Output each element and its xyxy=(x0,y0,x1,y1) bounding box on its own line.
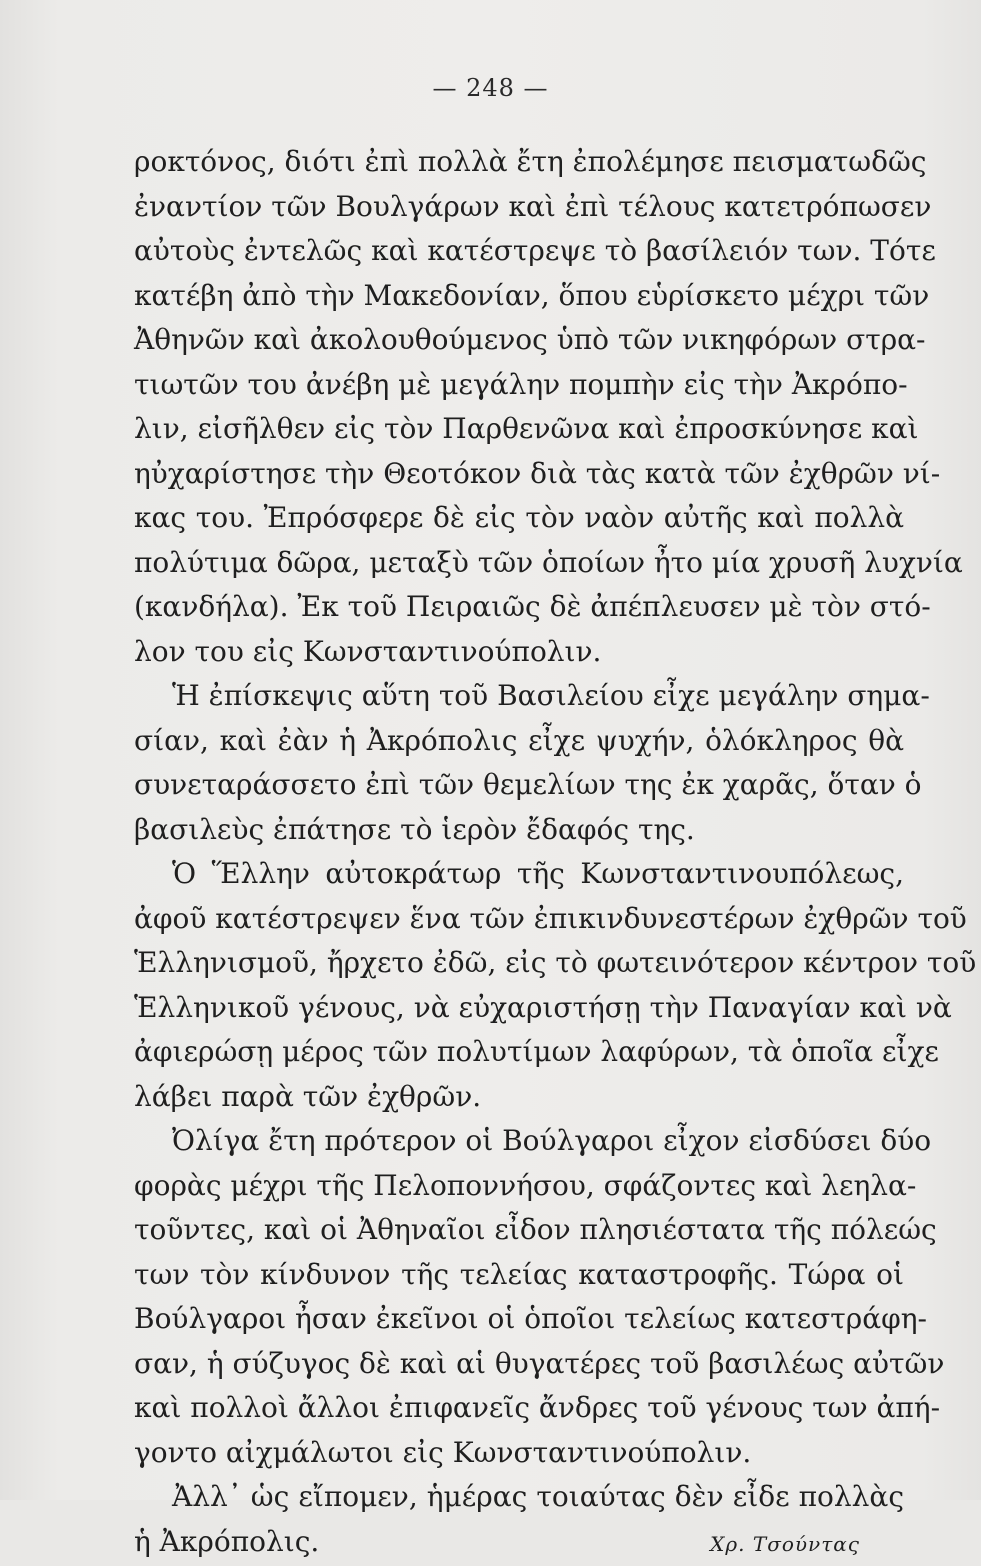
text-line: λάβει παρὰ τῶν ἐχθρῶν. xyxy=(134,1075,904,1120)
text-line: τιωτῶν του ἀνέβη μὲ μεγάλην πομπὴν εἰς τὴν Ἀκρόπο- xyxy=(134,363,904,408)
text-line: σίαν, καὶ ἐὰν ἡ Ἀκρόπολις εἶχε ψυχήν, ὁλόκληρος θὰ xyxy=(134,719,904,764)
text-line: κας του. Ἐπρόσφερε δὲ εἰς τὸν ναὸν αὐτῆς καὶ πολλὰ xyxy=(134,496,904,541)
text-line: ροκτόνος, διότι ἐπὶ πολλὰ ἔτη ἐπολέμησε πεισματωδῶς xyxy=(134,140,904,185)
text-line: πολύτιμα δῶρα, μεταξὺ τῶν ὁποίων ἦτο μία χρυσῆ λυχνία xyxy=(134,541,904,586)
author-signature: Χρ. Τσούντας xyxy=(710,1522,904,1566)
text-line: βασιλεὺς ἐπάτησε τὸ ἱερὸν ἔδαφός της. xyxy=(134,808,904,853)
text-line: συνεταράσσετο ἐπὶ τῶν θεμελίων της ἐκ χαρᾶς, ὅταν ὁ xyxy=(134,763,904,808)
text-line: Ἀθηνῶν καὶ ἀκολουθούμενος ὑπὸ τῶν νικηφόρων στρα- xyxy=(134,318,904,363)
text-line: Ἡ ἐπίσκεψις αὕτη τοῦ Βασιλείου εἶχε μεγάλην σημα- xyxy=(134,674,904,719)
page-number: — 248 — xyxy=(0,74,981,102)
text-line: Ὁ Ἕλλην αὐτοκράτωρ τῆς Κωνσταντινουπόλεως, xyxy=(134,852,904,897)
body-text xyxy=(134,140,904,1564)
text-line: των τὸν κίνδυνον τῆς τελείας καταστροφῆς. Τώρα οἱ xyxy=(134,1253,904,1298)
text-line: κατέβη ἀπὸ τὴν Μακεδονίαν, ὅπου εὑρίσκετο μέχρι τῶν xyxy=(134,274,904,319)
text-line: ηὐχαρίστησε τὴν Θεοτόκον διὰ τὰς κατὰ τῶν ἐχθρῶν νί- xyxy=(134,452,904,497)
text-line: ἡ Ἀκρόπολις. xyxy=(134,1520,319,1565)
text-line: τοῦντες, καὶ οἱ Ἀθηναῖοι εἶδον πλησιέστατα τῆς πόλεώς xyxy=(134,1208,904,1253)
closing-row xyxy=(134,1520,904,1565)
text-line: καὶ πολλοὶ ἄλλοι ἐπιφανεῖς ἄνδρες τοῦ γένους των ἀπή- xyxy=(134,1386,904,1431)
text-line: φορὰς μέχρι τῆς Πελοποννήσου, σφάζοντες καὶ λεηλα- xyxy=(134,1164,904,1209)
text-line: αὐτοὺς ἐντελῶς καὶ κατέστρεψε τὸ βασίλειόν των. Τότε xyxy=(134,229,904,274)
text-line: λιν, εἰσῆλθεν εἰς τὸν Παρθενῶνα καὶ ἐπροσκύνησε καὶ xyxy=(134,407,904,452)
text-line: γοντο αἰχμάλωτοι εἰς Κωνσταντινούπολιν. xyxy=(134,1431,904,1476)
text-line: Ἑλληνισμοῦ, ἤρχετο ἐδῶ, εἰς τὸ φωτεινότερον κέντρον τοῦ xyxy=(134,941,904,986)
text-line: Ὀλίγα ἔτη πρότερον οἱ Βούλγαροι εἶχον εἰσδύσει δύο xyxy=(134,1119,904,1164)
text-line: Ἀλλ᾽ ὡς εἴπομεν, ἡμέρας τοιαύτας δὲν εἶδε πολλὰς xyxy=(134,1475,904,1520)
text-line: Βούλγαροι ἦσαν ἐκεῖνοι οἱ ὁποῖοι τελείως κατεστράφη- xyxy=(134,1297,904,1342)
text-line: ἐναντίον τῶν Βουλγάρων καὶ ἐπὶ τέλους κατετρόπωσεν xyxy=(134,185,904,230)
text-line: ἀφιερώσῃ μέρος τῶν πολυτίμων λαφύρων, τὰ ὁποῖα εἶχε xyxy=(134,1030,904,1075)
text-line: λον του εἰς Κωνσταντινούπολιν. xyxy=(134,630,904,675)
text-line: σαν, ἡ σύζυγος δὲ καὶ αἱ θυγατέρες τοῦ βασιλέως αὐτῶν xyxy=(134,1342,904,1387)
text-line: ἀφοῦ κατέστρεψεν ἕνα τῶν ἐπικινδυνεστέρων ἐχθρῶν τοῦ xyxy=(134,897,904,942)
text-line: (κανδήλα). Ἐκ τοῦ Πειραιῶς δὲ ἀπέπλευσεν μὲ τὸν στό- xyxy=(134,585,904,630)
text-line: Ἑλληνικοῦ γένους, νὰ εὐχαριστήσῃ τὴν Παναγίαν καὶ νὰ xyxy=(134,986,904,1031)
